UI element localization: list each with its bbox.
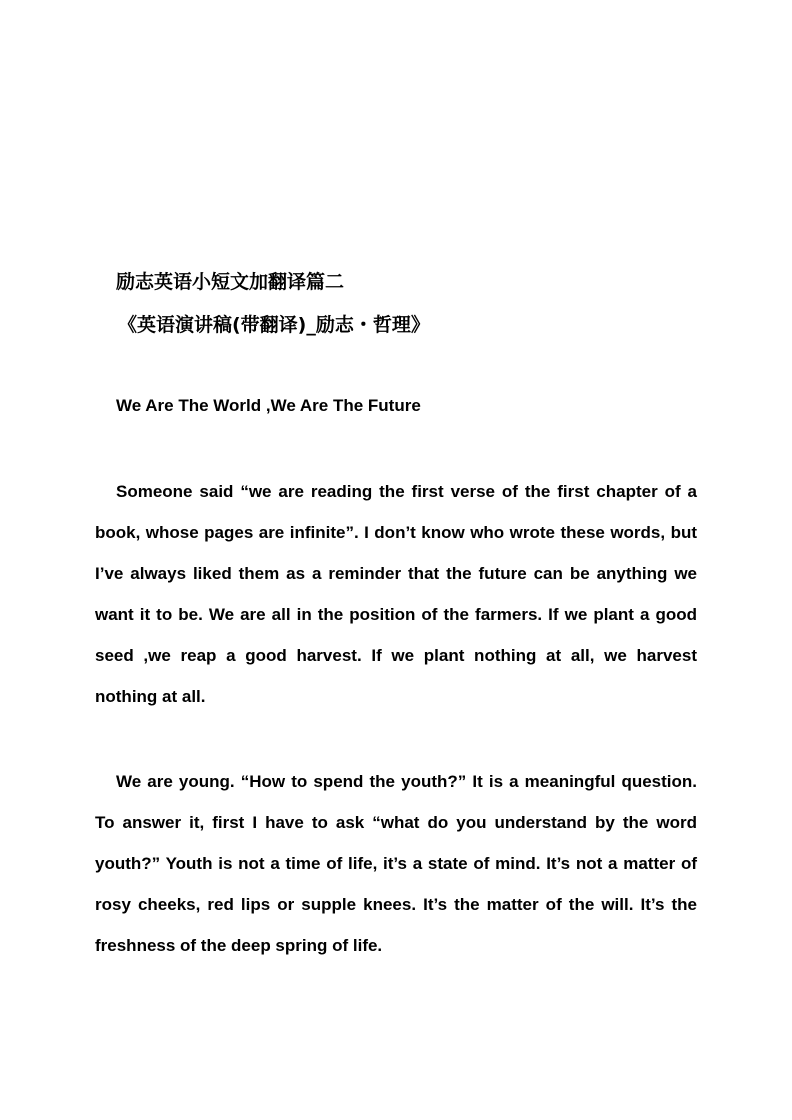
paragraph-1: Someone said “we are reading the first verse of the first chapter of a book, whose pages are infinite”. I don’t know who wrote these words, but I’ve always liked them as a reminder that the future can be anything we want it to be. We are all in the position of the farmers. If we plant a good seed ,we reap a good harvest. If we plant nothing at all, we harvest nothing at all. [95, 482, 697, 706]
speech-title: We Are The World ,We Are The Future [116, 396, 421, 415]
paragraph-2: We are young. “How to spend the youth?” It is a meaningful question. To answer it, first I have to ask “what do you understand by the word youth?” Youth is not a time of life, it’s a state of mind. It’s not a matter of rosy cheeks, red lips or supple knees. It’s the matter of the will. It’s the freshness of the deep spring of life. [95, 772, 697, 955]
heading-chinese-subtitle: 《英语演讲稿(带翻译)_励志・哲理》 [118, 314, 430, 336]
heading-chinese-title: 励志英语小短文加翻译篇二 [116, 271, 345, 293]
